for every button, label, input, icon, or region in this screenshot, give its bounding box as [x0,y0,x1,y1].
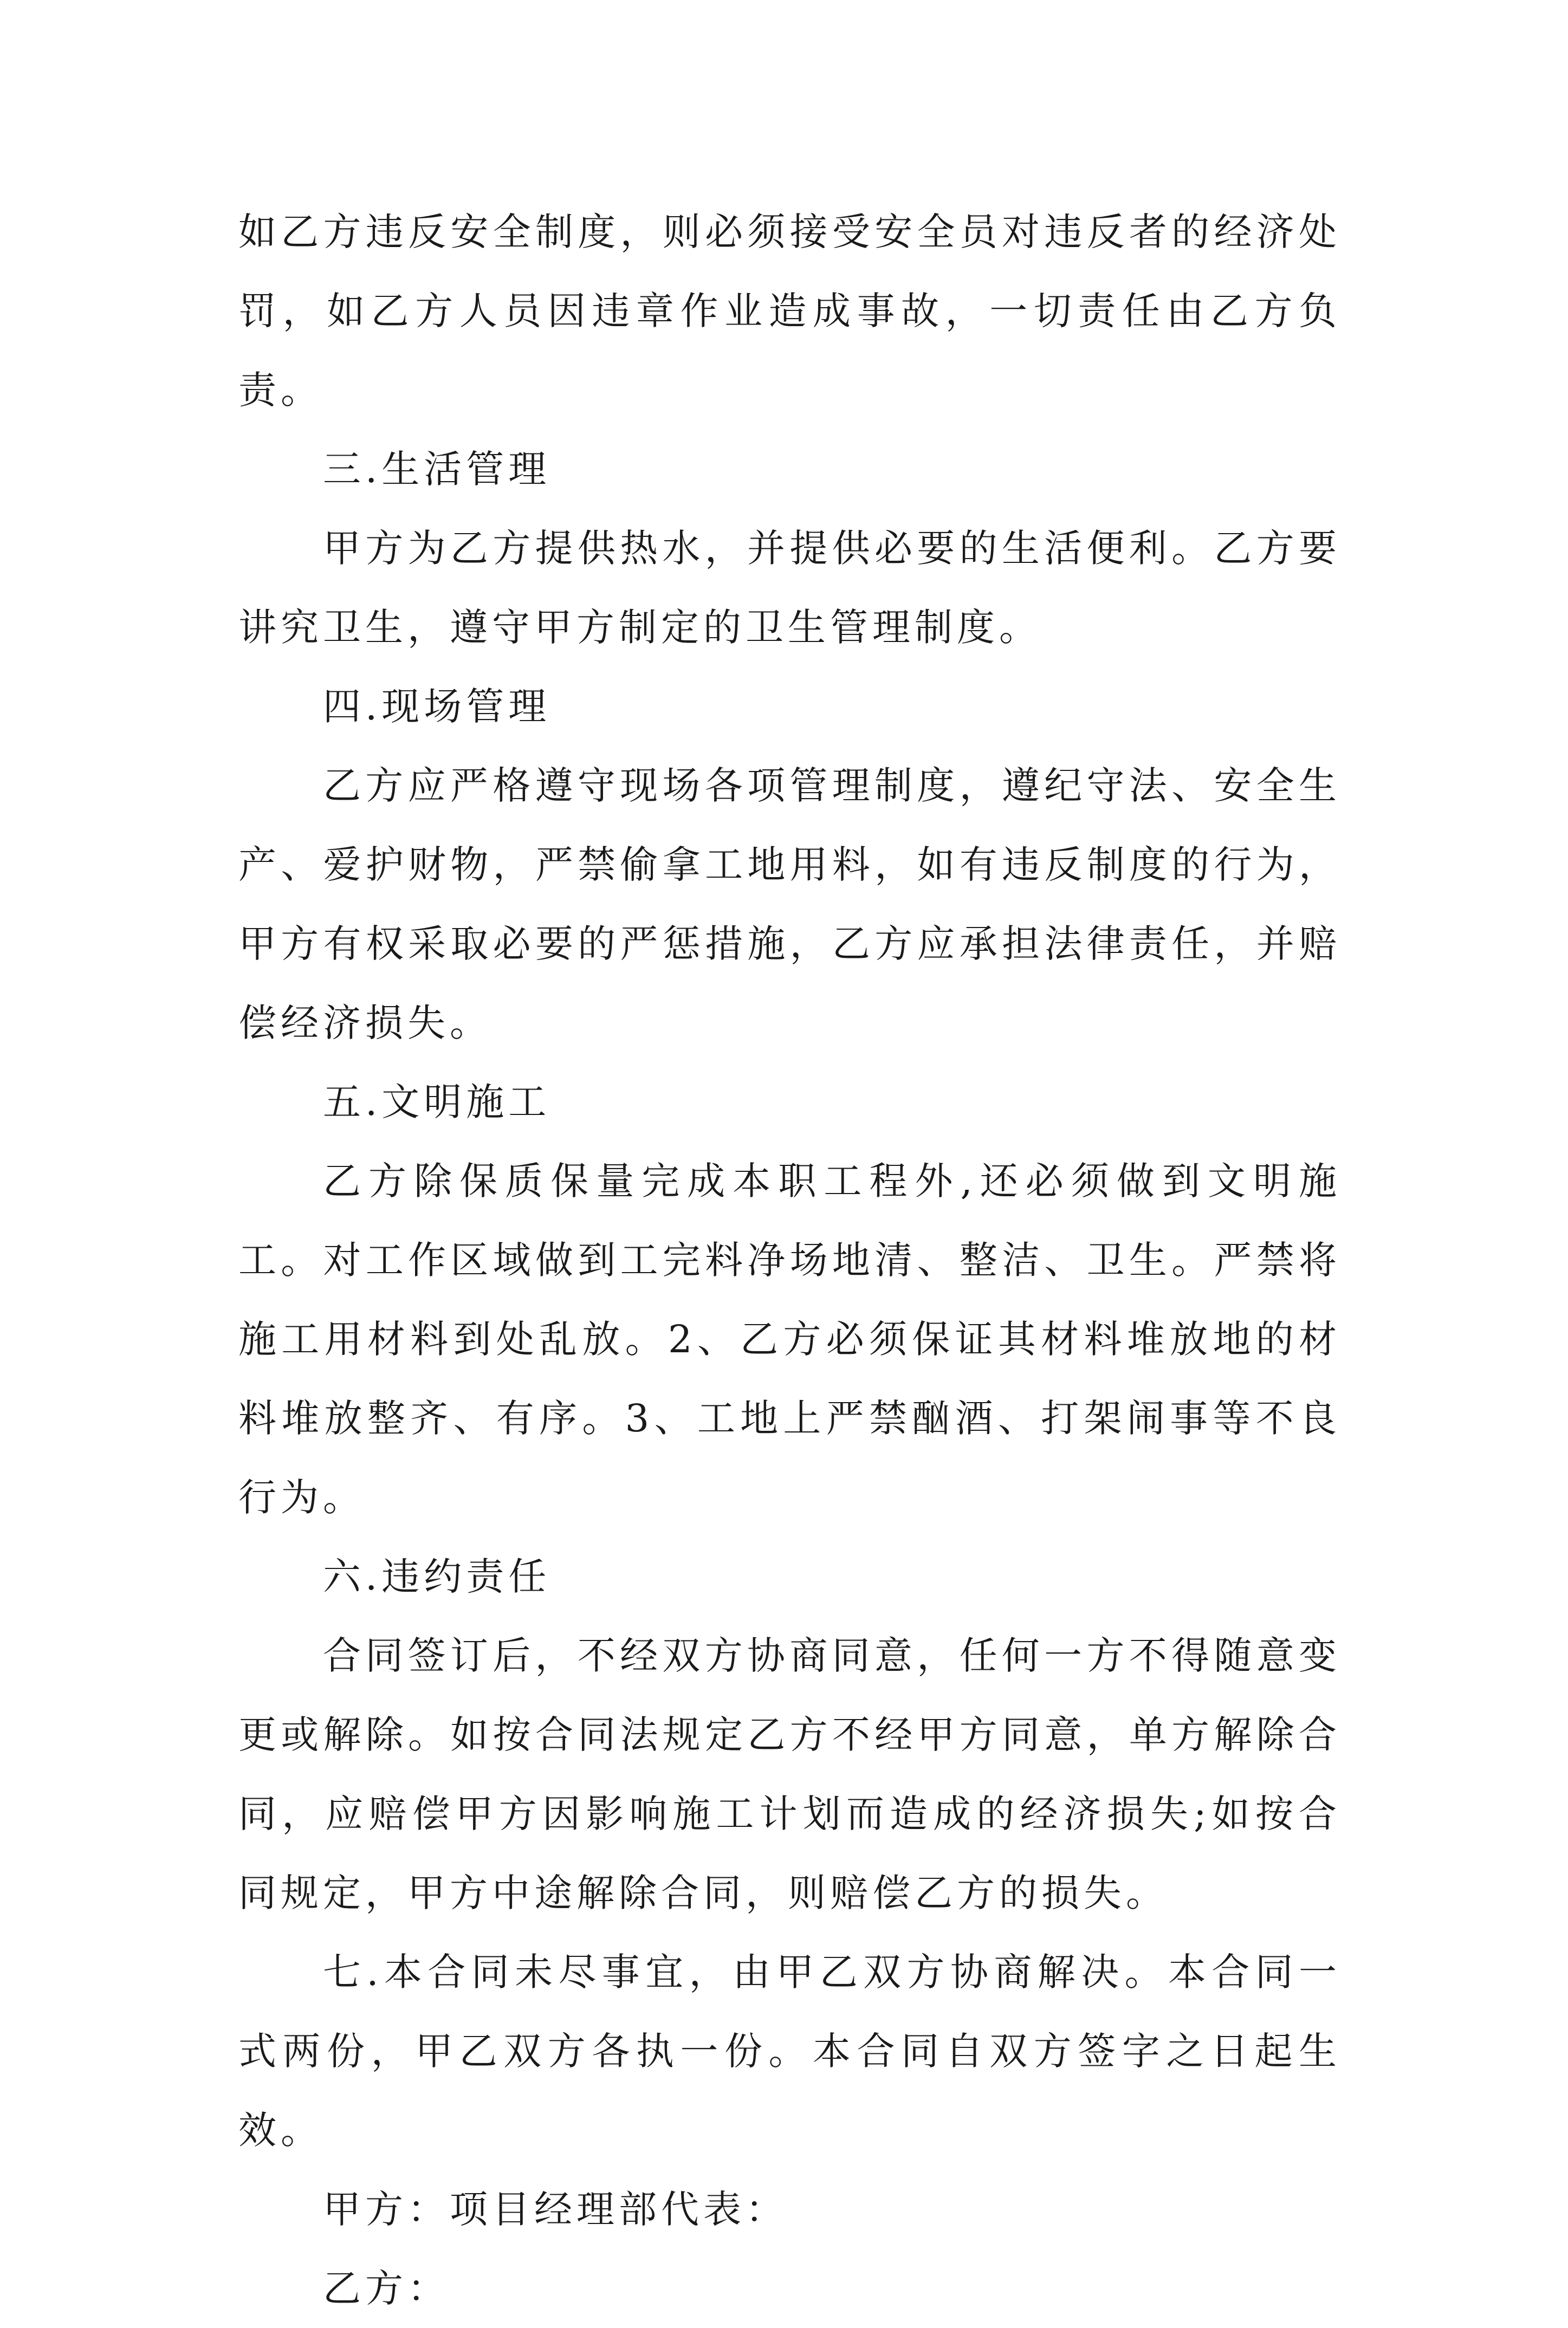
section-heading-site-management: 四.现场管理 [323,684,551,729]
section-heading-breach-liability: 六.违约责任 [323,1554,551,1599]
paragraph-safety-penalty: 如乙方违反安全制度，则必须接受安全员对违反者的经济处罚，如乙方人员因违章作业造成事故，一切责任由乙方负责。 [238,210,1341,412]
paragraph-breach-liability: 合同签订后，不经双方协商同意，任何一方不得随意变更或解除。如按合同法规定乙方不经甲方同意，单方解除合同，应赔偿甲方因影响施工计划而造成的经济损失;如按合同规定，甲方中途解除合同，则赔偿乙方的损失。 [238,1633,1341,1915]
paragraph-site-management: 乙方应严格遵守现场各项管理制度，遵纪守法、安全生产、爱护财物，严禁偷拿工地用料，如有违反制度的行为，甲方有权采取必要的严惩措施，乙方应承担法律责任，并赔偿经济损失。 [238,763,1341,1045]
paragraph-civilized-construction: 乙方除保质保量完成本职工程外,还必须做到文明施工。对工作区域做到工完料净场地清、整洁、卫生。严禁将施工用材料到处乱放。2、乙方必须保证其材料堆放地的材料堆放整齐、有序。3、工地上严禁酗酒、打架闹事等不良行为。 [238,1159,1341,1520]
signature-party-a: 甲方：项目经理部代表： [323,2187,788,2232]
document-body [238,192,1341,2328]
section-heading-civilized-construction: 五.文明施工 [323,1080,551,1124]
paragraph-final-provisions: 七.本合同未尽事宜，由甲乙双方协商解决。本合同一式两份，甲乙双方各执一份。本合同自双方签字之日起生效。 [238,1950,1341,2152]
section-heading-living-management: 三.生活管理 [323,447,551,491]
signature-party-b: 乙方： [323,2266,450,2311]
paragraph-living-management: 甲方为乙方提供热水，并提供必要的生活便利。乙方要讲究卫生，遵守甲方制定的卫生管理制度。 [238,526,1341,650]
